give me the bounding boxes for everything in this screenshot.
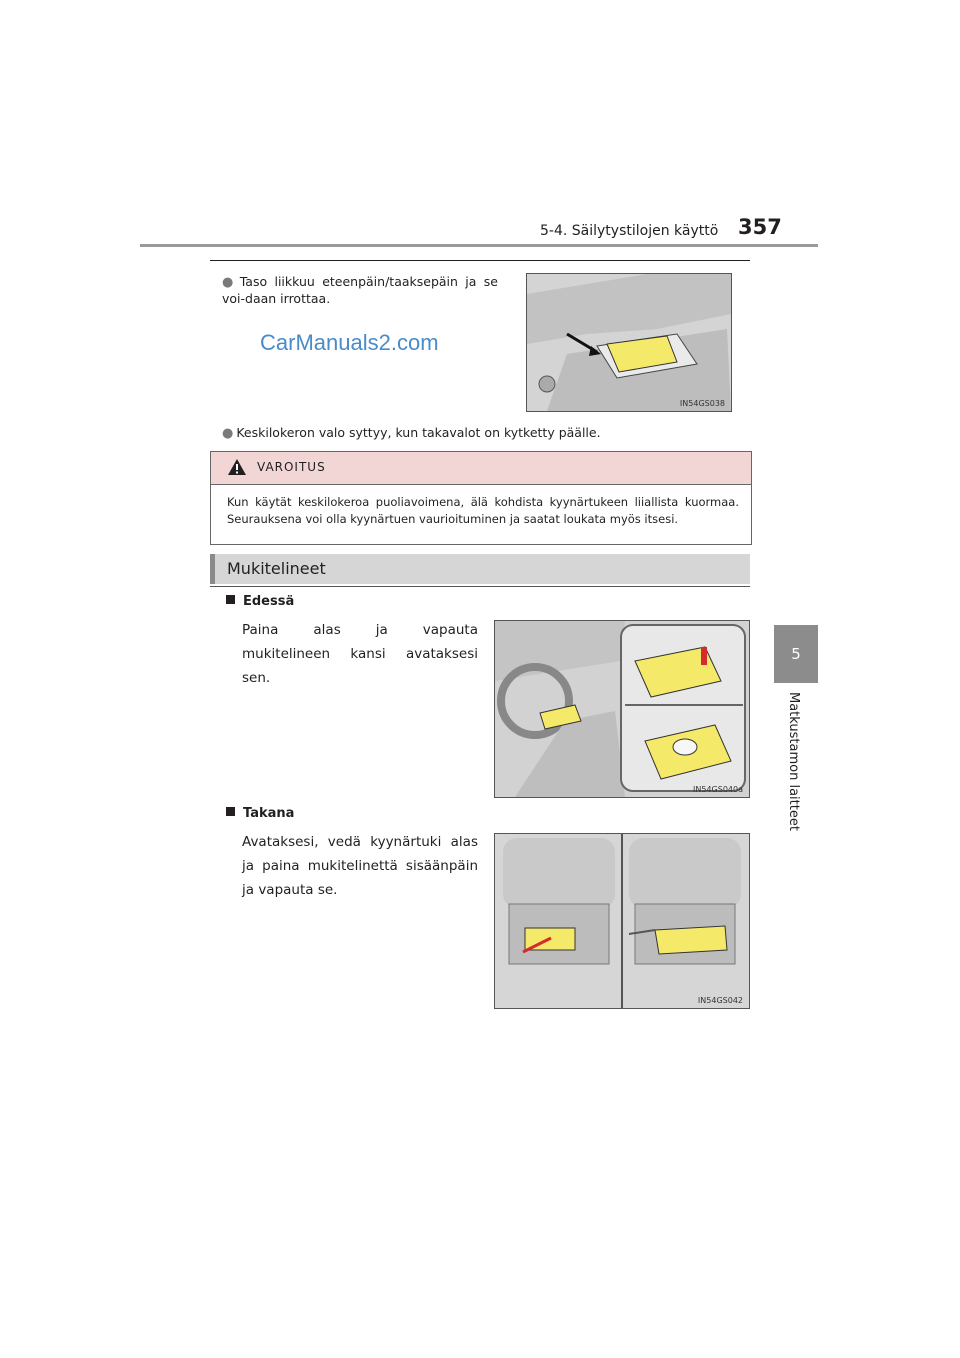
- square-bullet-icon: [226, 807, 235, 816]
- chapter-label: Matkustamon laitteet: [786, 692, 801, 831]
- bullet-text: Keskilokeron valo syttyy, kun takavalot on kytketty päälle.: [236, 425, 601, 440]
- section-title: Mukitelineet: [227, 559, 326, 578]
- bullet-dot-icon: ●: [222, 275, 237, 290]
- rear-cupholder-icon: [495, 834, 749, 1008]
- rear-text: Avataksesi, vedä kyynärtuki alas ja paina mukitelinettä sisäänpäin ja vapauta se.: [242, 834, 478, 898]
- warning-title: VAROITUS: [257, 460, 326, 474]
- page-number: 357: [738, 215, 782, 239]
- warning-body: [210, 484, 752, 545]
- tray-illustration: [526, 273, 732, 412]
- section-rule: [210, 586, 750, 587]
- bullet-item: [222, 274, 498, 307]
- warning-text: Kun käytät keskilokeroa puoliavoimena, älä kohdista kyynärtukeen liiallista kuormaa. Seurauksena voi olla kyynärtuen vaurioituminen ja saatat loukata myös itsesi.: [227, 495, 739, 526]
- rear-heading: Takana: [226, 806, 294, 821]
- front-text: Paina alas ja vapauta mukitelineen kansi avataksesi sen.: [242, 622, 478, 686]
- image-code: IN54GS038: [679, 399, 725, 408]
- warning-header: [210, 451, 752, 485]
- warning-triangle-icon: [227, 458, 247, 476]
- bullet-dot-icon: ●: [222, 426, 234, 441]
- front-cupholder-icon: [495, 621, 749, 797]
- watermark: CarManuals2.com: [260, 330, 439, 355]
- chapter-number: 5: [791, 645, 801, 663]
- section-heading: [210, 554, 750, 584]
- image-code: IN54GS042: [697, 996, 743, 1005]
- header-divider: [140, 244, 818, 247]
- bullet-item: [222, 425, 742, 442]
- rear-cupholder-illustration: [494, 833, 750, 1009]
- bullet-text: Taso liikkuu eteenpäin/taaksepäin ja se voi-daan irrottaa.: [222, 274, 498, 306]
- content-top-rule: [210, 260, 750, 261]
- console-tray-icon: [527, 274, 731, 411]
- header-section-title: 5-4. Säilytystilojen käyttö: [540, 223, 719, 239]
- image-code: IN54GS040a: [693, 785, 743, 794]
- front-heading: Edessä: [226, 594, 294, 609]
- front-cupholder-illustration: [494, 620, 750, 798]
- chapter-tab: [774, 625, 818, 683]
- square-bullet-icon: [226, 595, 235, 604]
